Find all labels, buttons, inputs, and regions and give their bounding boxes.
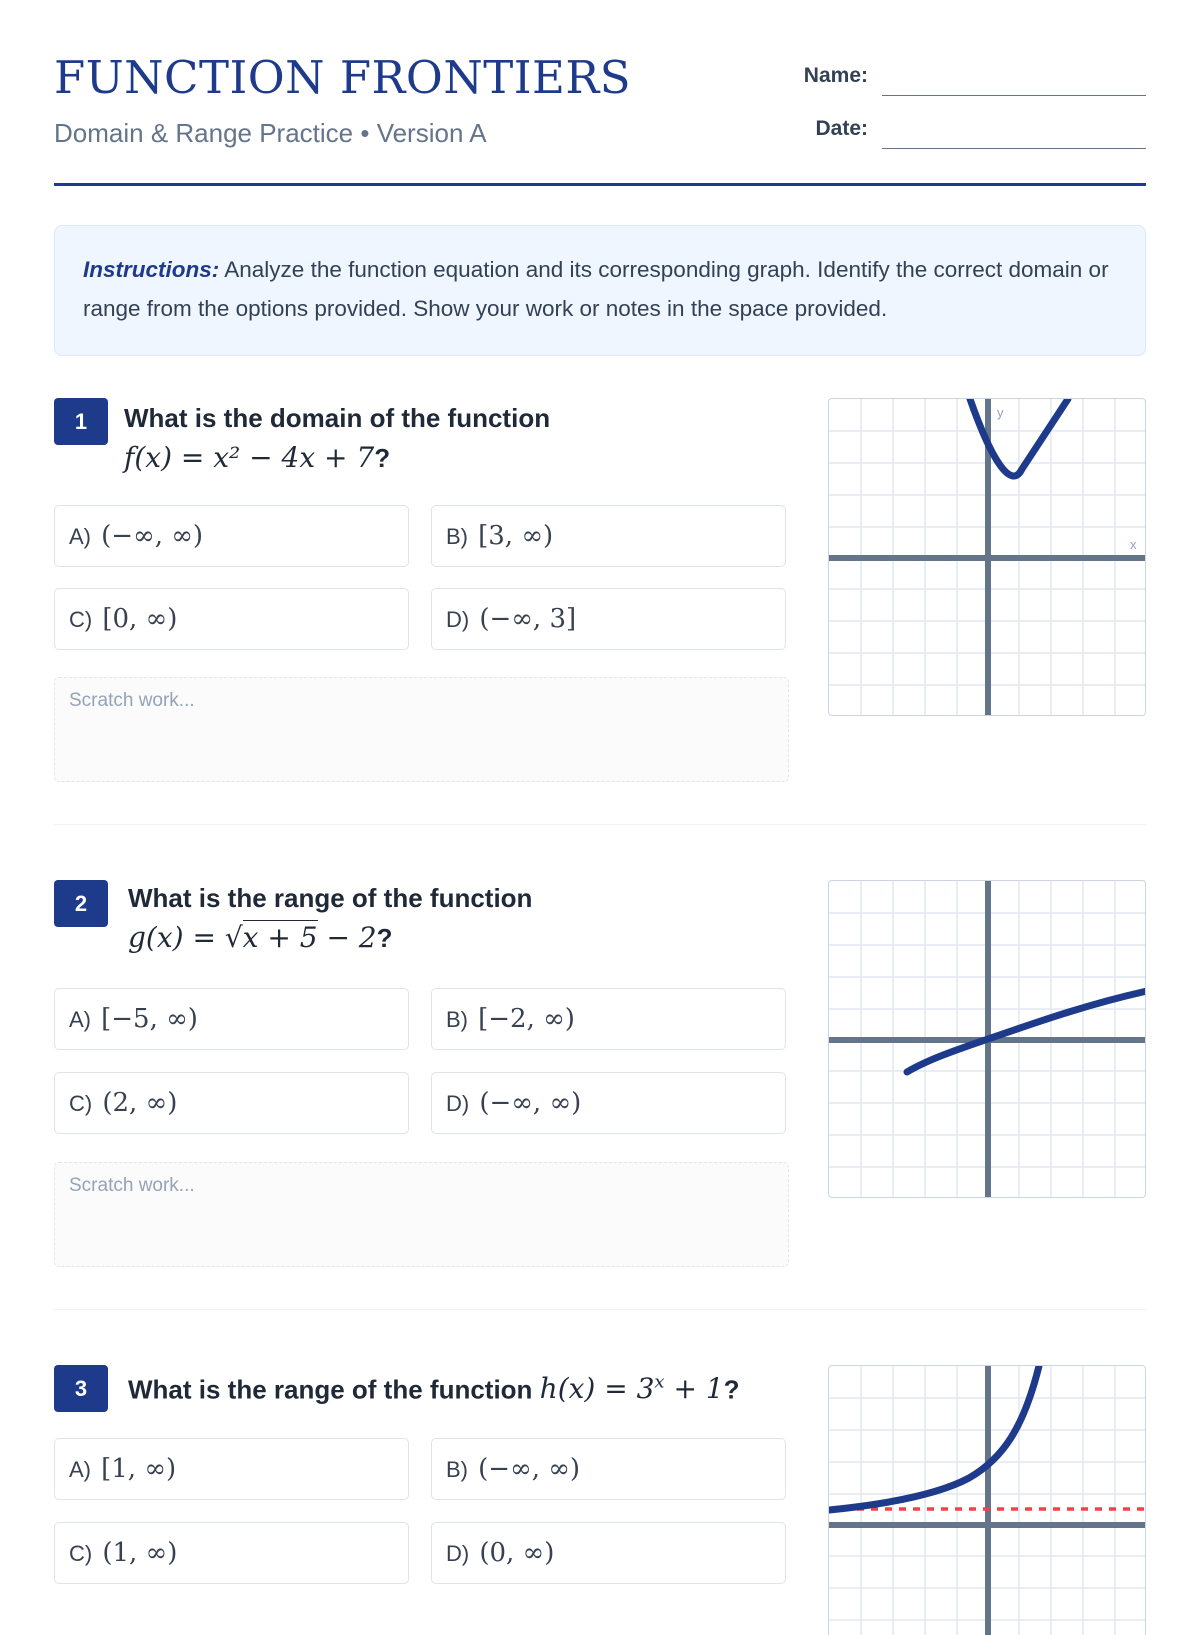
date-field[interactable] bbox=[882, 148, 1146, 149]
function-curve bbox=[907, 991, 1146, 1072]
option-letter: D) bbox=[446, 1091, 470, 1116]
question-function: f(x) = x² − 4x + 7 bbox=[124, 441, 375, 474]
option-letter: C) bbox=[69, 1541, 93, 1566]
option-a[interactable] bbox=[54, 1438, 409, 1500]
worksheet-header bbox=[54, 0, 1146, 186]
scratch-work-area[interactable] bbox=[54, 677, 789, 782]
option-c[interactable] bbox=[54, 1522, 409, 1584]
date-label: Date: bbox=[815, 117, 868, 140]
section-divider bbox=[54, 1309, 1146, 1310]
question-mark: ? bbox=[376, 923, 393, 953]
worksheet-subtitle: Domain & Range Practice • Version A bbox=[54, 118, 487, 148]
function-suffix: − 2 bbox=[317, 921, 377, 954]
function-base: h(x) = 3 bbox=[539, 1372, 655, 1406]
function-graph bbox=[828, 1365, 1146, 1635]
option-value: [0, ∞) bbox=[102, 604, 178, 634]
function-exponent: x bbox=[654, 1372, 665, 1393]
function-prefix: g(x) = bbox=[128, 921, 225, 954]
name-field[interactable] bbox=[882, 95, 1146, 96]
option-value: (−∞, ∞) bbox=[478, 1454, 581, 1484]
question-mark: ? bbox=[723, 1374, 740, 1405]
question-mark: ? bbox=[374, 443, 391, 473]
option-b[interactable] bbox=[431, 505, 786, 567]
option-letter: B) bbox=[446, 1007, 468, 1032]
function-radicand: x + 5 bbox=[242, 921, 318, 954]
option-c[interactable] bbox=[54, 588, 409, 650]
option-d[interactable] bbox=[431, 1522, 786, 1584]
sqrt-symbol: √ bbox=[224, 921, 243, 954]
question-prompt bbox=[128, 878, 818, 958]
worksheet-page bbox=[54, 0, 1146, 1568]
scratch-work-area[interactable] bbox=[54, 1162, 789, 1267]
option-value: (−∞, 3] bbox=[479, 604, 577, 634]
option-a[interactable] bbox=[54, 988, 409, 1050]
option-d[interactable] bbox=[431, 1072, 786, 1134]
option-letter: D) bbox=[446, 607, 470, 632]
instructions-box bbox=[54, 225, 1146, 356]
option-value: [−5, ∞) bbox=[101, 1004, 198, 1034]
y-axis-label: y bbox=[997, 405, 1004, 420]
option-b[interactable] bbox=[431, 988, 786, 1050]
question-prompt bbox=[124, 398, 814, 478]
option-letter: A) bbox=[69, 1457, 91, 1482]
option-b[interactable] bbox=[431, 1438, 786, 1500]
x-axis-label: x bbox=[1130, 537, 1137, 552]
function-graph bbox=[828, 398, 1146, 716]
option-letter: A) bbox=[69, 1007, 91, 1032]
question-prompt-text: What is the domain of the function bbox=[124, 403, 551, 433]
option-letter: C) bbox=[69, 607, 93, 632]
question-number-badge: 1 bbox=[54, 398, 108, 445]
question-prompt bbox=[128, 1363, 828, 1409]
option-a[interactable] bbox=[54, 505, 409, 567]
option-value: (1, ∞) bbox=[102, 1538, 178, 1568]
function-tail: + 1 bbox=[664, 1372, 724, 1406]
date-row bbox=[714, 111, 1146, 151]
option-value: (0, ∞) bbox=[479, 1538, 555, 1568]
question-number-badge: 2 bbox=[54, 880, 108, 927]
graph-svg bbox=[829, 399, 1146, 716]
option-c[interactable] bbox=[54, 1072, 409, 1134]
option-letter: C) bbox=[69, 1091, 93, 1116]
option-value: [1, ∞) bbox=[101, 1454, 177, 1484]
worksheet-title: FUNCTION FRONTIERS bbox=[54, 51, 632, 104]
instructions-lead: Instructions: bbox=[83, 257, 220, 282]
option-value: (−∞, ∞) bbox=[101, 521, 204, 551]
graph-svg bbox=[829, 881, 1146, 1198]
name-row bbox=[714, 58, 1146, 98]
question-number-badge: 3 bbox=[54, 1365, 108, 1412]
option-d[interactable] bbox=[431, 588, 786, 650]
option-letter: B) bbox=[446, 524, 468, 549]
option-value: [3, ∞) bbox=[478, 521, 554, 551]
question-function bbox=[540, 1372, 724, 1405]
graph-svg bbox=[829, 1366, 1146, 1635]
option-letter: D) bbox=[446, 1541, 470, 1566]
question-prompt-text: What is the range of the function bbox=[128, 883, 533, 913]
instructions-text: Analyze the function equation and its corresponding graph. Identify the correct domain or range from the options provided. Show your work or notes in the space provided. bbox=[83, 257, 1109, 321]
name-label: Name: bbox=[803, 64, 868, 87]
question-function bbox=[128, 920, 377, 954]
option-value: [−2, ∞) bbox=[478, 1004, 575, 1034]
section-divider bbox=[54, 824, 1146, 825]
option-value: (2, ∞) bbox=[102, 1088, 178, 1118]
question-prompt-text: What is the range of the function bbox=[128, 1374, 533, 1405]
function-graph bbox=[828, 880, 1146, 1198]
option-letter: A) bbox=[69, 524, 91, 549]
option-letter: B) bbox=[446, 1457, 468, 1482]
option-value: (−∞, ∞) bbox=[479, 1088, 582, 1118]
